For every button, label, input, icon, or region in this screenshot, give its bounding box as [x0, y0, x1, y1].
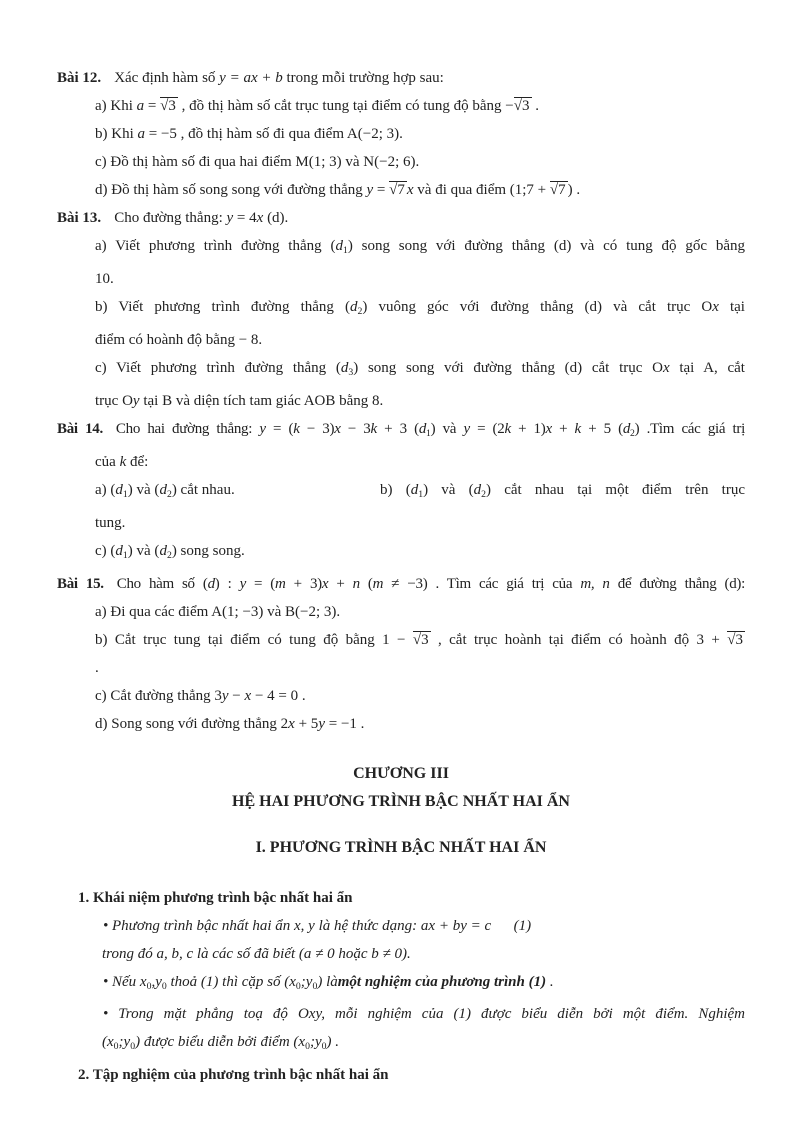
theory-bullet-2: [103, 968, 745, 1001]
text-segment: a: [136, 98, 145, 114]
text-segment: ) .: [567, 182, 581, 198]
text-segment: Cho hàm số (: [116, 575, 208, 592]
text-segment: d: [159, 542, 167, 559]
text-segment: (d).: [263, 210, 289, 226]
subscript: 0: [113, 1041, 119, 1053]
text-segment: y: [463, 420, 470, 437]
section-title: I. PHƯƠNG TRÌNH BẬC NHẤT HAI ẨN: [255, 838, 547, 856]
text-segment: y: [132, 392, 140, 409]
text-segment: c) Cắt đường thẳng 3: [95, 687, 222, 704]
text-segment: của: [95, 453, 120, 470]
text-segment: d: [418, 420, 427, 437]
problem-15-header: [57, 570, 745, 598]
text-segment: d: [159, 481, 167, 498]
text-segment: ) và (: [127, 542, 160, 559]
sqrt-expression: √ 3: [727, 631, 745, 649]
text-segment: d) Song song với đường thẳng 2: [95, 715, 289, 732]
text-segment: a: [137, 126, 145, 142]
problem-13-part-a-line1: [95, 232, 745, 265]
text-segment: Cho đường thẳng:: [114, 210, 227, 226]
text-segment: ,y: [151, 973, 162, 990]
text-segment: = (2: [469, 420, 505, 437]
text-segment: b) (: [380, 481, 411, 498]
subscript: 1: [418, 488, 424, 500]
text-segment: k: [504, 420, 511, 437]
subscript: 2: [166, 549, 172, 561]
text-segment: , cắt trục hoành tại điểm có hoành độ 3 +: [430, 631, 728, 648]
text-segment: để đường thẳng (d):: [609, 575, 745, 592]
problem-12-part-a: [95, 92, 745, 120]
text-segment: c) (: [95, 542, 116, 559]
text-segment: .: [95, 659, 99, 676]
subscript: 0: [312, 980, 318, 992]
problem-13-part-c-line1: [95, 354, 745, 387]
problem-13-part-a-line2: [95, 265, 745, 293]
text-segment: x: [662, 359, 670, 376]
text-segment: − 3: [340, 420, 371, 437]
text-segment: d: [340, 359, 349, 376]
text-segment: x: [289, 973, 296, 990]
text-segment: b) Khi: [95, 126, 138, 142]
text-segment: = −5 , đồ thị hàm số đi qua điểm A(−2; 3).: [145, 126, 403, 142]
text-segment: ) vuông góc với đường thẳng (d) và cắt trục O: [362, 298, 713, 315]
problem-15-part-a: [95, 598, 745, 626]
chapter-heading: [57, 760, 745, 862]
text-segment: y: [259, 420, 266, 437]
subscript: 2: [357, 305, 363, 317]
theory-section: [57, 884, 745, 1090]
text-segment: a) Khi: [95, 98, 137, 114]
text-segment: tung.: [95, 514, 126, 531]
theory-heading-2: 2. Tập nghiệm của phương trình bậc nhất hai ẩn: [78, 1067, 389, 1084]
text-segment: c) Đồ thị hàm số đi qua hai điểm M(1; 3) và N(−2; 6).: [95, 154, 420, 170]
problem-14-header: [57, 415, 745, 448]
text-segment: k: [370, 420, 377, 437]
text-segment: − 3): [299, 420, 335, 437]
text-segment: − 4 = 0 .: [251, 687, 306, 704]
text-segment: ) và: [430, 420, 464, 437]
problem-12-part-d: [95, 176, 745, 204]
text-segment: ;y: [118, 1034, 131, 1051]
text-segment: + 1): [510, 420, 546, 437]
text-segment: x: [256, 210, 264, 226]
text-segment: y = ax + b: [219, 70, 283, 86]
text-segment: ) .: [326, 1034, 339, 1051]
problem-14-header-cont: [95, 448, 745, 476]
text-segment: Xác định hàm số: [114, 70, 220, 86]
sqrt-expression: √ 3: [160, 97, 178, 115]
text-segment: trục O: [95, 392, 133, 409]
sqrt-expression: √ 7: [550, 181, 568, 199]
text-segment: x: [545, 420, 552, 437]
text-segment: = 4: [233, 210, 257, 226]
text-segment: (: [102, 1034, 107, 1051]
subscript: 0: [161, 980, 167, 992]
text-segment: thoả (1) thì cặp số (: [166, 973, 290, 990]
subscript: 0: [130, 1041, 136, 1053]
text-segment: a) (: [95, 481, 116, 498]
problem-13-label: Bài 13.: [57, 210, 102, 226]
text-segment: trong mỗi trường hợp sau:: [282, 70, 444, 86]
problem-12-intro: [114, 70, 444, 86]
problem-15: [57, 570, 745, 738]
theory-bullet-3: [103, 1000, 745, 1028]
problem-15-part-d: [95, 710, 745, 738]
problem-14-part-c: [95, 537, 745, 570]
theory-bullet-1: [103, 912, 745, 940]
theory-bullet-3-cont: [102, 1028, 745, 1061]
subscript: 0: [295, 980, 301, 992]
text-segment: k: [119, 453, 127, 470]
text-segment: ) song song với đường thẳng (d) và có tung độ gốc bằng: [347, 238, 745, 254]
subscript: 2: [481, 488, 486, 500]
subscript: 2: [166, 488, 172, 500]
text-segment: y: [239, 575, 246, 592]
text-segment: a) Đi qua các điểm A(1; −3) và B(−2; 3).: [95, 603, 341, 620]
text-segment: một nghiệm của phương trình (1): [337, 973, 547, 990]
subscript: 0: [146, 980, 152, 992]
text-segment: • Nếu: [103, 973, 140, 990]
problem-14: [57, 415, 745, 570]
problem-13-intro: [114, 210, 288, 226]
subscript: 1: [122, 549, 128, 561]
sqrt-expression: √ 7: [389, 181, 407, 199]
text-segment: ) cắt nhau tại một điểm trên trục: [486, 481, 745, 498]
problem-13-header: [57, 204, 745, 232]
text-segment: x: [107, 1034, 114, 1051]
text-segment: tại: [718, 298, 745, 315]
text-segment: • Phương trình bậc nhất hai ẩn x, y là hệ thức dạng:: [103, 917, 421, 934]
problem-15-label: Bài 15.: [57, 575, 104, 592]
text-segment: x: [321, 575, 329, 592]
problem-14-intro: [116, 421, 745, 437]
text-segment: d: [207, 575, 215, 592]
text-segment: =: [373, 182, 390, 198]
problem-12-part-c: [95, 148, 745, 176]
problem-12-part-b: [95, 120, 745, 148]
text-segment: +: [551, 420, 575, 437]
text-segment: m, n: [580, 575, 610, 592]
text-segment: = (: [265, 420, 294, 437]
text-segment: ;y: [300, 973, 313, 990]
text-segment: .: [531, 98, 539, 114]
text-segment: ) được biểu diễn bởi điểm (: [135, 1034, 299, 1051]
text-segment: ) song song.: [171, 542, 245, 559]
text-segment: y: [221, 687, 229, 704]
text-segment: = (: [245, 575, 276, 592]
text-segment: ) và (: [423, 481, 474, 498]
text-segment: = −1 .: [324, 715, 365, 732]
text-segment: d) Đồ thị hàm số song song với đường thẳng: [95, 182, 367, 198]
text-segment: ax + by = c: [420, 917, 492, 934]
theory-bullet-1-cont: [102, 940, 745, 968]
text-segment: k: [293, 420, 300, 437]
problem-14-label: Bài 14.: [57, 420, 103, 437]
problem-15-part-b-line1: [95, 626, 745, 654]
text-segment: và đi qua điểm (1;7 +: [413, 182, 550, 198]
problem-15-part-b-line2: [95, 654, 745, 682]
chapter-title: HỆ HAI PHƯƠNG TRÌNH BẬC NHẤT HAI ẨN: [232, 792, 570, 810]
text-segment: tại B và diện tích tam giác AOB bằng 8.: [139, 392, 384, 409]
text-segment: + 3 (: [376, 420, 419, 437]
text-segment: n: [352, 575, 360, 592]
text-segment: để:: [126, 453, 149, 470]
text-segment: x: [298, 1034, 306, 1051]
text-segment: ) song song với đường thẳng (d) cắt trục O: [353, 359, 663, 376]
text-segment: d: [622, 420, 631, 437]
text-segment: x: [406, 182, 414, 198]
text-segment: m: [372, 575, 384, 592]
text-segment: , đồ thị hàm số cắt trục tung tại điểm có tung độ bằng −: [177, 98, 514, 114]
problem-13-part-b-line2: [95, 326, 745, 354]
chapter-kicker: CHƯƠNG III: [353, 764, 449, 782]
subscript: 2: [630, 427, 635, 439]
problem-13-part-c-line2: [95, 387, 745, 415]
text-segment: điểm có hoành độ bằng − 8.: [95, 331, 263, 348]
text-segment: b) Cắt trục tung tại điểm có tung độ bằng 1 −: [95, 631, 413, 648]
text-segment: d: [115, 481, 123, 498]
text-segment: m: [275, 575, 286, 592]
theory-heading-1: 1. Khái niệm phương trình bậc nhất hai ẩn: [78, 889, 353, 906]
problem-12: [57, 64, 745, 204]
text-segment: d: [335, 238, 343, 254]
text-segment: b) Viết phương trình đường thẳng (: [95, 298, 350, 315]
text-segment: x: [244, 687, 252, 704]
subscript: 3: [348, 366, 354, 378]
text-segment: c) Viết phương trình đường thẳng (: [95, 359, 341, 376]
text-segment: d: [349, 298, 358, 315]
text-segment: x: [712, 298, 719, 315]
text-segment: (1): [491, 917, 532, 934]
text-segment: ≠ −3) . Tìm các giá trị của: [383, 575, 581, 592]
text-segment: Cho hai đường thẳng:: [115, 420, 260, 437]
text-segment: + 5 (: [580, 420, 623, 437]
problem-14-part-a: [95, 482, 235, 498]
text-segment: tại A, cắt: [669, 359, 745, 376]
problem-14-part-b: [380, 476, 745, 509]
text-segment: d: [115, 542, 123, 559]
text-segment: ) là: [317, 973, 338, 990]
problem-13-part-b-line1: [95, 293, 745, 326]
problem-12-header: [57, 64, 745, 92]
text-segment: 10.: [95, 270, 114, 287]
text-segment: y: [226, 210, 234, 226]
text-segment: k: [574, 420, 581, 437]
subscript: 1: [122, 488, 128, 500]
text-segment: (: [359, 575, 373, 592]
text-segment: a) Viết phương trình đường thẳng (: [95, 238, 336, 254]
subscript: 1: [342, 244, 348, 256]
text-segment: + 5: [294, 715, 319, 732]
text-segment: + 3): [285, 575, 322, 592]
text-segment: +: [328, 575, 353, 592]
text-segment: d: [473, 481, 482, 498]
text-segment: y: [318, 715, 325, 732]
sqrt-expression: √ 3: [514, 97, 532, 115]
text-segment: ;y: [309, 1034, 322, 1051]
text-segment: .: [546, 973, 554, 990]
text-segment: x: [334, 420, 341, 437]
text-segment: trong đó a, b, c là các số đã biết (a ≠ 0 hoặc b ≠ 0).: [102, 945, 411, 962]
problem-15-intro: [117, 576, 745, 592]
problem-13: [57, 204, 745, 415]
text-segment: x: [288, 715, 295, 732]
text-segment: ) .Tìm các giá trị: [634, 420, 745, 437]
text-segment: =: [144, 98, 161, 114]
text-segment: • Trong mặt phẳng toạ độ Oxy, mỗi nghiệm của (1) được biểu diễn bởi một điểm. Nghiệm: [103, 1006, 745, 1023]
problem-15-part-c: [95, 682, 745, 710]
text-segment: ) và (: [127, 481, 160, 498]
text-segment: y: [366, 182, 374, 198]
subscript: 1: [426, 427, 431, 439]
text-segment: d: [410, 481, 419, 498]
sqrt-expression: √ 3: [413, 631, 431, 649]
text-segment: x: [139, 973, 147, 990]
problem-12-label: Bài 12.: [57, 70, 102, 86]
text-segment: −: [228, 687, 245, 704]
problem-14-part-b-cont: [95, 509, 745, 537]
text-segment: ) cắt nhau.: [171, 481, 235, 498]
subscript: 0: [305, 1041, 310, 1053]
text-segment: ) :: [214, 575, 240, 592]
problem-14-parts-ab: [95, 476, 745, 509]
subscript: 0: [321, 1041, 327, 1053]
